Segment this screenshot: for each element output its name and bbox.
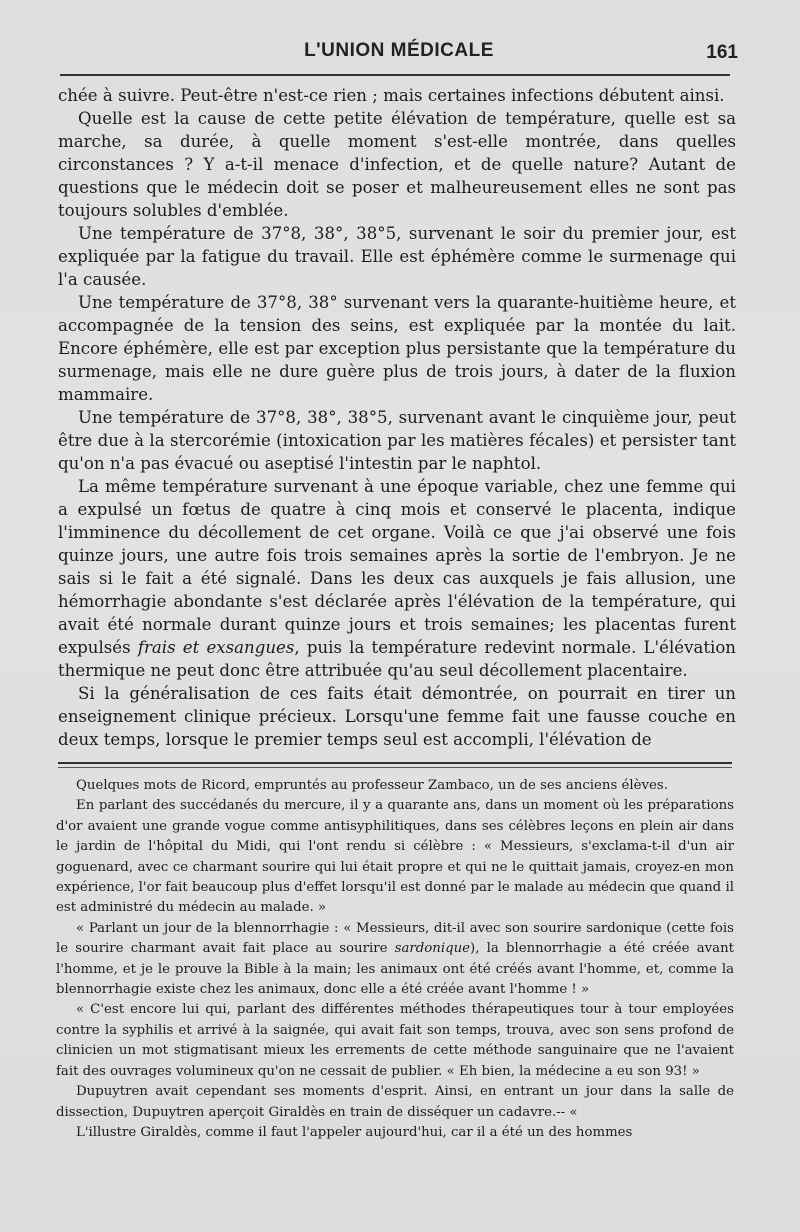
paragraph bbox=[58, 475, 736, 682]
text-run: La même température survenant à une époque variable, chez une femme qui a expulsé un fœtus de quatre à cinq mois et conservé le placenta, indique l'imminence du décollement de cet organe. Voilà ce que j'ai observé une fois quinze jours, une autre fois trois semaines après la sortie de l'embryon. Je ne sais si le fait a été signalé. Dans les deux cas auxquels je fais allusion, une hémorrhagie abondante s'est déclarée après l'élévation de la température, qui avait été normale durant quinze jours et trois semaines; les placentas furent expulsés bbox=[58, 477, 736, 657]
text-run: Une température de 37°8, 38° survenant vers la quarante-huitième heure, et accompagnée de la tension des seins, est expliquée par la montée du lait. Encore éphémère, elle est par exception plus persistante que la température du surmenage, mais elle ne dure guère plus de trois jours, à dater de la fluxion mammaire. bbox=[58, 293, 736, 404]
paragraph bbox=[58, 682, 736, 751]
text-run: « C'est encore lui qui, parlant des différentes méthodes thérapeutiques tour à tour employées contre la syphilis et arrivé à la saignée, qui avait fait son temps, trouva, avec son sens profond de clinicien un mot stigmatisant mieux les errements de cette méthode sanguinaire que ne l'avaient fait des ouvrages volumineux qu'on ne cessait de publier. « Eh bien, la médecine a eu son 93! » bbox=[56, 1002, 734, 1079]
text-run: Dupuytren avait cependant ses moments d'esprit. Ainsi, en entrant un jour dans la salle de dissection, Dupuytren aperçoit Giraldès en train de disséquer un cadavre.-- « bbox=[56, 1084, 734, 1120]
paragraph bbox=[58, 291, 736, 406]
text-run: « Parlant un jour de la blennorrhagie : « Messieurs, dit-il avec son sourire sardonique (cette fois le sourire charmant avait fait place au sourire bbox=[56, 920, 734, 957]
text-run: Si la généralisation de ces faits était démontrée, on pourrait en tirer un enseignement clinique précieux. Lorsqu'une femme fait une fausse couche en deux temps, lorsque le premier temps seul est accompli, l'élévation de bbox=[58, 684, 736, 749]
text-run: Une température de 37°8, 38°, 38°5, survenant avant le cinquième jour, peut être due à la stercorémie (intoxication par les matières fécales) et persister tant qu'on n'a pas évacué ou aseptisé l'intestin par le naphtol. bbox=[58, 408, 736, 473]
footnote-paragraph bbox=[56, 796, 734, 918]
page-number: 161 bbox=[706, 42, 738, 63]
text-run: ), la blennorrhagie a été créée avant l'homme, et je le prouve la Bible à la main; les animaux ont été créés avant l'homme, et, comme la blennorrhagie existe chez les animaux, donc elle a été créée avant l'homme ! » bbox=[56, 941, 734, 998]
footnote-paragraph bbox=[56, 776, 734, 796]
text-run: , puis la température redevint normale. L'élévation thermique ne peut donc être attribuée qu'au seul décollement placentaire. bbox=[58, 638, 736, 680]
footnote-paragraph bbox=[56, 1082, 734, 1123]
footnote-paragraph bbox=[56, 1123, 734, 1143]
running-title: L'UNION MÉDICALE bbox=[304, 40, 494, 61]
page-header bbox=[60, 40, 738, 70]
italic-text: sardonique bbox=[394, 941, 471, 957]
text-run: chée à suivre. Peut-être n'est-ce rien ; mais certaines infections débutent ainsi. bbox=[58, 86, 725, 105]
footnotes bbox=[56, 776, 734, 1143]
text-run: En parlant des succédanés du mercure, il y a quarante ans, dans un moment où les préparations d'or avaient une grande vogue comme antisyphilitiques, dans ses célèbres leçons en plein air dans le jardin de l'hôpital du Midi, qui l'ont rendu si célèbre : « Messieurs, s'exclama-t-il d'un air goguenard, avec ce charmant sourire qui lui était propre et qui ne le quittait jamais, croyez-en mon expérience, l'or fait beaucoup plus d'effet lorsqu'il est donné par le malade au médecin que quand il est administré du médecin au malade. » bbox=[56, 798, 734, 916]
paragraph bbox=[58, 107, 736, 222]
italic-text: frais et exsangues bbox=[137, 638, 295, 657]
text-run: L'illustre Giraldès, comme il faut l'appeler aujourd'hui, car il a été un des hommes bbox=[76, 1124, 633, 1140]
footnote-paragraph bbox=[56, 919, 734, 1001]
text-run: Quelle est la cause de cette petite élévation de température, quelle est sa marche, sa durée, à quelle moment s'est-elle montrée, dans quelles circonstances ? Y a-t-il menace d'infection, et de quelle nature? Autant de questions que le médecin doit se poser et malheureusement elles ne sont pas toujours solubles d'emblée. bbox=[58, 109, 736, 220]
main-text bbox=[58, 84, 736, 751]
text-run: Quelques mots de Ricord, empruntés au professeur Zambaco, un de ses anciens élèves. bbox=[76, 778, 668, 793]
paragraph bbox=[58, 222, 736, 291]
paragraph bbox=[58, 406, 736, 475]
footnote-paragraph bbox=[56, 1000, 734, 1082]
header-rule bbox=[60, 74, 730, 76]
paragraph bbox=[58, 84, 736, 107]
footnote-rule bbox=[58, 762, 732, 768]
text-run: Une température de 37°8, 38°, 38°5, survenant le soir du premier jour, est expliquée par la fatigue du travail. Elle est éphémère comme le surmenage qui l'a causée. bbox=[58, 224, 736, 289]
